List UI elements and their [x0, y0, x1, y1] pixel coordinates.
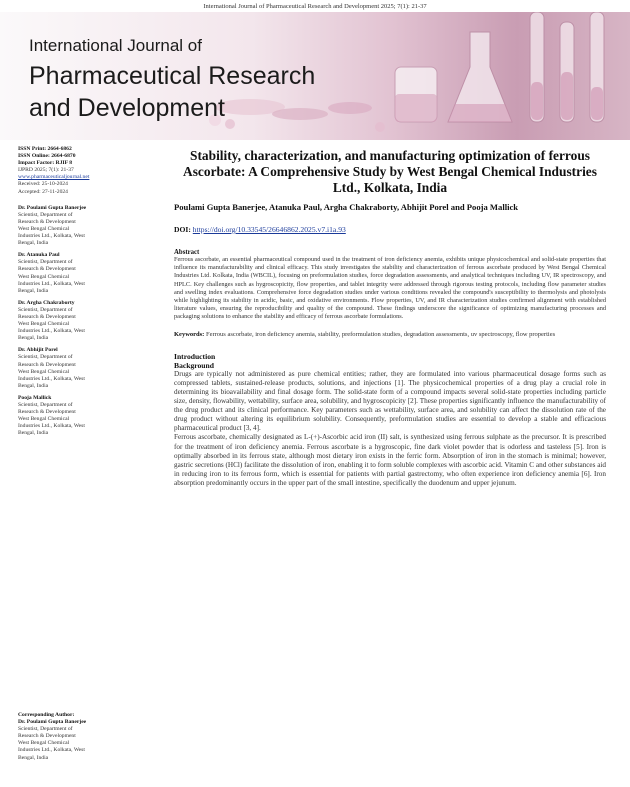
subsection-heading: Background — [174, 360, 214, 370]
journal-title-line-3: and Development — [29, 94, 225, 122]
corresponding-heading: Corresponding Author: — [18, 712, 75, 718]
affiliation-line: Bengal, India — [18, 430, 49, 437]
affiliation-line: Scientist, Department of — [18, 259, 73, 266]
affiliation-name: Dr. Atanuka Paul — [18, 252, 60, 259]
article-title: Stability, characterization, and manufacturing optimization of ferrous Ascorbate: A Comprehensive Study by West Bengal Chemical Industries Ltd., Kolkata, India — [183, 148, 597, 195]
affiliation-line: West Bengal Chemical — [18, 273, 70, 280]
journal-title-line-1: International Journal of — [29, 36, 202, 55]
corresponding-line: Industries Ltd., Kolkata, West — [18, 747, 85, 754]
issn-print: ISSN Print: 2664-6862 — [18, 146, 72, 152]
affiliation-line: Research & Development — [18, 218, 76, 225]
affiliation-block — [18, 347, 148, 390]
keywords-label: Keywords: — [174, 330, 205, 338]
received-date: Received: 25-10-2024 — [18, 181, 68, 188]
affiliation-block — [18, 300, 148, 343]
paragraph: Drugs are typically not administered as pure chemical entities; rather, they are formulated into various pharmaceutical dosage forms such as compressed tablets, sustained-release products, solutions, and injections [1]. The physicochemical properties of a drug play a crucial role in determining its bioavailability and final dosage form. The solid-state form of a compound impacts several solid-state properties including particle size, density, flowability, wettability, surface area, solubility, and hygroscopicity [2]. These properties significantly influence the manufacturability of the drug product and its clinical performance. Key parameters such as wettability, surface area, and solubility can affect the dissolution rate of the drug product without altering its equilibrium solubility. Consequently, preformulation studies are essential to develop a stable and efficacious pharmaceutical product [3, 4]. — [174, 369, 606, 433]
running-header: International Journal of Pharmaceutical Research and Development 2025; 7(1): 21-37 — [203, 3, 427, 10]
abstract-text: Ferrous ascorbate, an essential pharmaceutical compound used in the treatment of iron deficiency anemia, exhibits unique physicochemical and solid-state properties that influence its manufacturability and clinical efficacy. This study investigates the stability and characterization of ferrous ascorbate produced by West Bengal Chemical Industries Ltd. Kolkata, India (WBCIL), focusing on preformulation studies, force degradation assessments, and analytical techniques including UV, IR spectroscopy, and HPLC. Key challenges such as hygroscopicity, flow properties, and tablet integrity were addressed through rigorous testing protocols, including flow parameter studies and swelling index evaluations. Comprehensive force degradation studies under various conditions revealed the compound's susceptibility to thermolysis and photolysis while highlighting its stability in acidic, basic, and oxidative environments. Flow properties, UV, and IR characterization studies confirmed alignment with established literature values, ensuring the reproducibility and quality of the compound. These findings underscore the significance of optimizing manufacturing processes and packaging solutions to enhance the stability and efficacy of ferrous ascorbate formulations. — [174, 256, 606, 321]
body-text — [174, 370, 606, 488]
affiliation-line: Bengal, India — [18, 240, 49, 247]
affiliation-line: Bengal, India — [18, 335, 49, 342]
affiliation-line: Research & Development — [18, 409, 76, 416]
affiliation-name: Dr. Argha Chakraborty — [18, 299, 75, 306]
doi-link[interactable]: https://doi.org/10.33545/26646862.2025.v7.i1a.93 — [192, 225, 346, 234]
doi-line — [174, 225, 606, 234]
affiliation-line: Research & Development — [18, 266, 76, 273]
affiliation-line: Scientist, Department of — [18, 211, 73, 218]
journal-ref: IJPRD 2025; 7(1): 21-37 — [18, 167, 74, 174]
affiliation-name: Dr. Poulami Gupta Banerjee — [18, 204, 87, 211]
affiliation-line: West Bengal Chemical — [18, 321, 70, 328]
sidebar — [18, 146, 148, 437]
corresponding-line: Scientist, Department of — [18, 726, 73, 733]
paragraph: Ferrous ascorbate, chemically designated as L-(+)-Ascorbic acid iron (II) salt, is synthesized using ferrous sulphate as the precursor. It is prescribed for the treatment of iron deficiency anemia. Ferrous ascorbate is a hygroscopic, fine dark violet powder that is odorless and tasteless [5]. Iron is optimally absorbed in its ferrous state, although most dietary iron exists in the ferric form. Absorption of iron in the stomach is minimal; however, gastric secretions (HCl) facilitate the dissolution of iron, enabling it to form soluble complexes with ascorbic acid. Vitamin C and other substances aid in reducing iron to its ferrous form, which is essential for patients with partial gastrectomy, who often experience iron deficiency anemia [6]. Iron absorption predominantly occurs in the upper part of the small intestine, specifically the duodenum and upper jejunum. — [174, 433, 606, 487]
affiliation-line: Industries Ltd., Kolkata, West — [18, 280, 85, 287]
article-main — [174, 148, 606, 488]
keywords-text: Ferrous ascorbate, iron deficiency anemia, stability, preformulation studies, degradation assessments, uv spectroscopy, flow properties — [205, 330, 556, 338]
affiliation-line: Industries Ltd., Kolkata, West — [18, 328, 85, 335]
affiliation-line: Research & Development — [18, 361, 76, 368]
journal-title-line-2: Pharmaceutical Research — [29, 62, 316, 90]
affiliation-line: Research & Development — [18, 313, 76, 320]
affiliation-line: West Bengal Chemical — [18, 368, 70, 375]
affiliation-line: West Bengal Chemical — [18, 416, 70, 423]
impact-factor: Impact Factor: RJIF 8 — [18, 160, 73, 167]
affiliation-line: Bengal, India — [18, 382, 49, 389]
accepted-date: Accepted: 27-11-2024 — [18, 188, 68, 195]
keywords — [174, 331, 606, 339]
affiliation-line: West Bengal Chemical — [18, 225, 70, 232]
corresponding-line: West Bengal Chemical — [18, 740, 70, 747]
issn-online: ISSN Online: 2664-6870 — [18, 153, 76, 160]
affiliation-line: Bengal, India — [18, 287, 49, 294]
affiliation-line: Scientist, Department of — [18, 402, 73, 408]
abstract-heading: Abstract — [174, 249, 200, 256]
doi-label: DOI: — [174, 225, 191, 234]
corresponding-line: Bengal, India — [18, 754, 49, 761]
website-link[interactable]: www.pharmaceuticaljournal.net — [18, 174, 90, 181]
section-heading: Introduction — [174, 351, 216, 361]
affiliation-line: Industries Ltd., Kolkata, West — [18, 375, 85, 382]
affiliation-block — [18, 252, 148, 295]
affiliation-line: Industries Ltd., Kolkata, West — [18, 233, 85, 240]
author-list: Poulami Gupta Banerjee, Atanuka Paul, Argha Chakraborty, Abhijit Porel and Pooja Mallick — [174, 202, 519, 212]
affiliation-block — [18, 205, 148, 248]
affiliation-line: Industries Ltd., Kolkata, West — [18, 423, 85, 430]
corresponding-line: Research & Development — [18, 733, 76, 740]
journal-banner — [0, 12, 630, 140]
affiliation-name: Pooja Mallick — [18, 394, 52, 401]
affiliation-block — [18, 395, 148, 438]
affiliation-line: Scientist, Department of — [18, 306, 73, 313]
affiliation-line: Scientist, Department of — [18, 354, 73, 361]
corresponding-author — [18, 712, 148, 762]
affiliation-name: Dr. Abhijit Porel — [18, 347, 58, 354]
corresponding-name: Dr. Poulami Gupta Banerjee — [18, 719, 87, 726]
